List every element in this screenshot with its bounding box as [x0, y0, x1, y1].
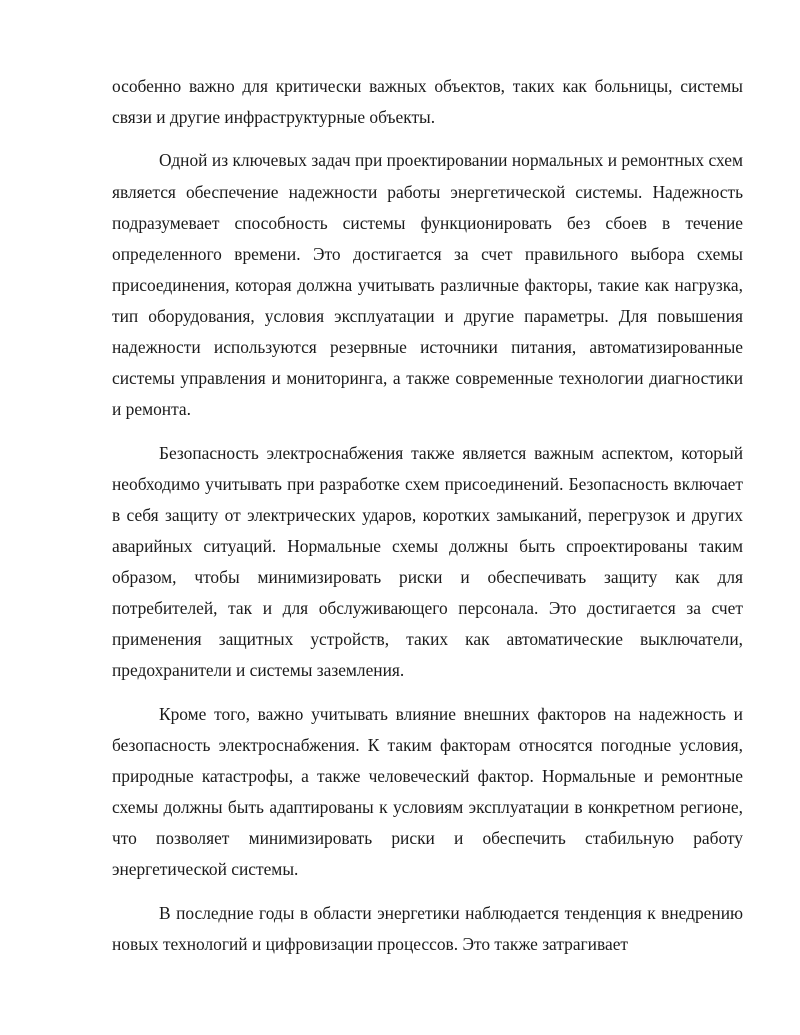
body-text [112, 71, 743, 972]
paragraph-5: В последние годы в области энергетики наблюдается тенденция к внедрению новых технологий и цифровизации процессов. Это также затрагивает [112, 902, 743, 954]
paragraph-2: Одной из ключевых задач при проектировании нормальных и ремонтных схем является обеспечение надежности работы энергетической системы. Надежность подразумевает способность системы функционировать без сбоев в течение определенного времени. Это достигается за счет правильного выбора схемы присоединения, которая должна учитывать различные факторы, такие как нагрузка, тип оборудования, условия эксплуатации и другие параметры. Для повышения надежности используются резервные источники питания, автоматизированные системы управления и мониторинга, а также современные технологии диагностики и ремонта. [112, 150, 743, 420]
paragraph-1: особенно важно для критически важных объектов, таких как больницы, системы связи и другие инфраструктурные объекты. [112, 76, 743, 128]
paragraph-4: Кроме того, важно учитывать влияние внешних факторов на надежность и безопасность электроснабжения. К таким факторам относятся погодные условия, природные катастрофы, а также человеческий фактор. Нормальные и ремонтные схемы должны быть адаптированы к условиям эксплуатации в конкретном регионе, что позволяет минимизировать риски и обеспечить стабильную работу энергетической системы. [112, 703, 743, 880]
paragraph-3: Безопасность электроснабжения также является важным аспектом, который необходимо учитывать при разработке схем присоединений. Безопасность включает в себя защиту от электрических ударов, коротких замыканий, перегрузок и других аварийных ситуаций. Нормальные схемы должны быть спроектированы таким образом, чтобы минимизировать риски и обеспечивать защиту как для потребителей, так и для обслуживающего персонала. Это достигается за счет применения защитных устройств, таких как автоматические выключатели, предохранители и системы заземления. [112, 442, 743, 681]
